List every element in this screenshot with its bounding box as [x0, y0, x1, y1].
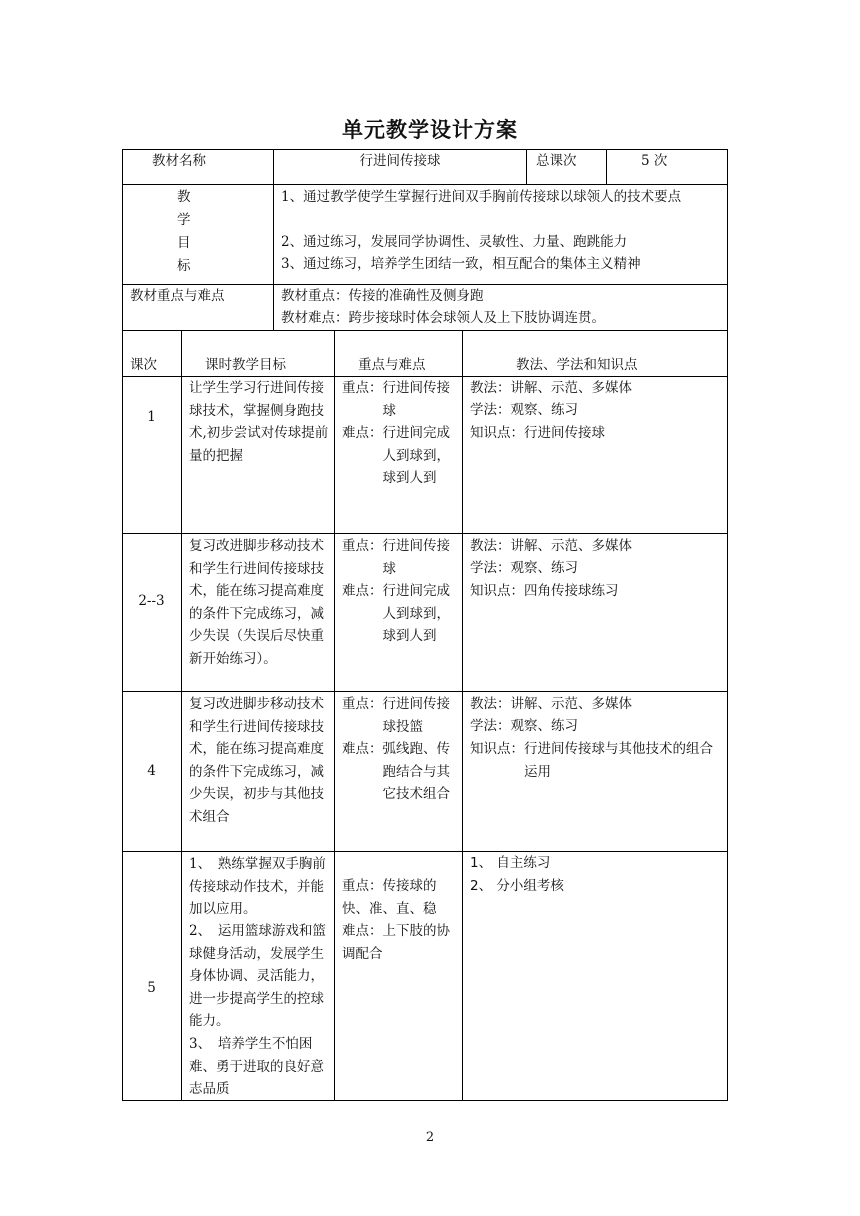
- difficulty-point: 难点：上下肢的协调配合: [342, 923, 450, 962]
- lesson-goal: 复习改进脚步移动技术和学生行进间传接球技术，能在练习提高难度的条件下完成练习，减少失误，初步与其他技术组合: [189, 696, 324, 825]
- difficulty-text: 行进间完成人到球到，球到人到: [382, 583, 450, 644]
- method-label: 学法：: [470, 402, 511, 418]
- goals-label-char: 标: [177, 258, 191, 274]
- method-label: 知识点：: [470, 583, 524, 599]
- column-divider: [462, 330, 463, 1101]
- difficulty-point: [342, 422, 460, 490]
- divider: [606, 149, 607, 185]
- lesson-goal: 复习改进脚步移动技术和学生行进间传接球技术，能在练习提高难度的条件下完成练习，减少失误（失误后尽快重新开始练习）。: [189, 538, 324, 667]
- method-line: [470, 422, 722, 445]
- method-text: 观察、练习: [510, 402, 578, 418]
- focus-text: 行进间传接球投篮: [382, 696, 450, 735]
- header-goal: 课时教学目标: [205, 357, 286, 373]
- method-line: [470, 580, 722, 603]
- divider: [273, 184, 274, 285]
- lesson-number: 4: [147, 763, 156, 779]
- method-text: 四角传接球练习: [524, 583, 619, 599]
- method-label: 教法：: [470, 538, 511, 554]
- difficulty-label: 难点：: [342, 425, 383, 441]
- method-line: 2、 分小组考核: [470, 878, 564, 894]
- key-points-label: 教材重点与难点: [130, 288, 225, 304]
- row-divider: [122, 691, 728, 692]
- method-line: [470, 535, 722, 558]
- focus-point: [342, 693, 460, 738]
- lesson-goal-item: 3、 培养学生不怕困难、勇于进取的良好意志品质: [189, 1036, 324, 1097]
- difficulty-point: [342, 738, 460, 806]
- lesson-number: 1: [147, 409, 156, 425]
- lesson-goal: 让学生学习行进间传接球技术，掌握侧身跑技术,初步尝试对传球提前量的把握: [189, 380, 329, 464]
- material-value: 行进间传接球: [359, 153, 441, 169]
- goals-label-char: 教: [177, 189, 191, 205]
- goal-line: 3、通过练习，培养学生团结一致，相互配合的集体主义精神: [281, 256, 641, 272]
- focus-label: 重点：: [342, 696, 383, 712]
- difficulty-point: [342, 580, 460, 648]
- method-label: 知识点：: [470, 425, 524, 441]
- lesson-number: 5: [147, 980, 156, 996]
- method-text: 讲解、示范、多媒体: [510, 696, 632, 712]
- lesson-number: 2--3: [138, 593, 165, 609]
- focus-point: [342, 377, 460, 422]
- column-divider: [334, 330, 335, 1101]
- difficulty-label: 难点：: [342, 583, 383, 599]
- method-line: [470, 399, 722, 422]
- goal-line: 2、通过练习，发展同学协调性、灵敏性、力量、跑跳能力: [281, 234, 628, 250]
- column-divider: [181, 330, 182, 1101]
- header-methods: 教法、学法和知识点: [516, 357, 638, 373]
- method-text: 行进间传接球与其他技术的组合运用: [524, 741, 713, 780]
- focus-text: 行进间传接球: [382, 538, 450, 577]
- total-lessons-label: 总课次: [536, 153, 577, 169]
- method-label: 教法：: [470, 696, 511, 712]
- method-line: [470, 738, 722, 783]
- header-focus: 重点与难点: [358, 357, 426, 373]
- material-label: 教材名称: [152, 153, 206, 169]
- row-divider: [122, 533, 728, 534]
- method-label: 学法：: [470, 560, 511, 576]
- focus-label: 重点：: [342, 380, 383, 396]
- method-text: 行进间传接球: [524, 425, 605, 441]
- divider: [273, 284, 274, 331]
- page-title: 单元教学设计方案: [342, 118, 518, 142]
- difficulty-label: 难点：: [342, 741, 383, 757]
- method-label: 学法：: [470, 718, 511, 734]
- method-line: 1、 自主练习: [470, 855, 551, 871]
- lesson-goal-item: 1、 熟练掌握双手胸前传接球动作技术，并能加以应用。: [189, 856, 326, 917]
- method-text: 讲解、示范、多媒体: [510, 538, 632, 554]
- focus-point: [342, 535, 460, 580]
- method-line: [470, 377, 722, 400]
- method-line: [470, 715, 722, 738]
- method-label: 教法：: [470, 380, 511, 396]
- key-point-line: 教材重点：传接的准确性及侧身跑: [281, 288, 484, 304]
- goal-line: 1、通过教学使学生掌握行进间双手胸前传接球以球领人的技术要点: [281, 189, 682, 205]
- goals-label-char: 学: [177, 212, 191, 228]
- method-line: [470, 693, 722, 716]
- focus-point: 重点：传接球的快、准、直、稳: [342, 878, 437, 917]
- method-text: 观察、练习: [510, 560, 578, 576]
- total-lessons-value: 5 次: [641, 153, 668, 169]
- method-text: 讲解、示范、多媒体: [510, 380, 632, 396]
- difficulty-line: 教材难点：跨步接球时体会球领人及上下肢协调连贯。: [281, 310, 605, 326]
- difficulty-text: 弧线跑、传跑结合与其它技术组合: [382, 741, 450, 802]
- focus-label: 重点：: [342, 538, 383, 554]
- row-divider: [122, 851, 728, 852]
- page-number: 2: [425, 1130, 435, 1145]
- header-lesson: 课次: [130, 357, 157, 373]
- difficulty-text: 行进间完成人到球到，球到人到: [382, 425, 450, 486]
- method-line: [470, 557, 722, 580]
- lesson-goal-item: 2、 运用篮球游戏和篮球健身活动，发展学生身体协调、灵活能力，进一步提高学生的控球能力。: [189, 923, 326, 1029]
- method-label: 知识点：: [470, 741, 524, 757]
- focus-text: 行进间传接球: [382, 380, 450, 419]
- divider: [526, 149, 527, 185]
- method-text: 观察、练习: [510, 718, 578, 734]
- goals-label-char: 目: [177, 235, 191, 251]
